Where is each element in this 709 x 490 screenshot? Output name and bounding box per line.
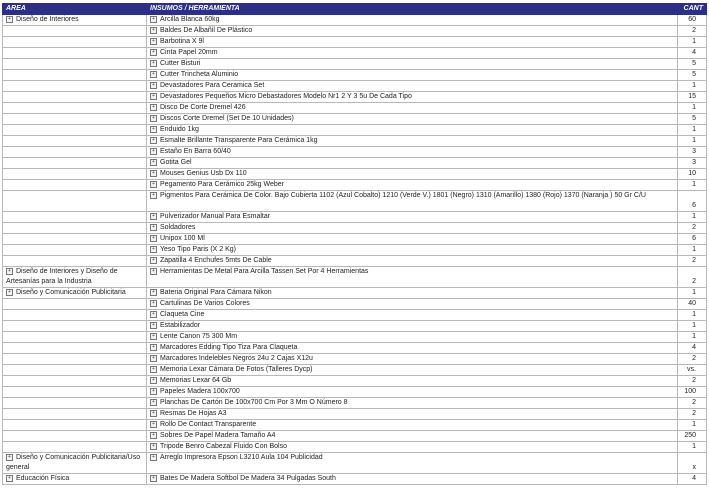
item-cell: [147, 136, 678, 147]
expand-icon[interactable]: +: [6, 268, 13, 275]
item-cell: [147, 70, 678, 81]
expand-icon[interactable]: +: [6, 454, 13, 461]
item-label: Estaño En Barra 60/40: [160, 148, 231, 155]
table-row: [3, 212, 707, 223]
item-cell: [147, 267, 678, 288]
item-label: Tripode Benro Cabezal Fluido Con Bolso: [160, 443, 287, 450]
item-cell: [147, 310, 678, 321]
item-label: Arreglo Impresora Epson L3210 Aula 104 Publicidad: [160, 454, 323, 461]
table-row: [3, 234, 707, 245]
expand-icon[interactable]: +: [150, 38, 157, 45]
item-label: Bateria Original Para Cámara Nikon: [160, 289, 272, 296]
item-cell: [147, 81, 678, 92]
table-row: [3, 267, 707, 288]
quantity-cell: 60: [678, 15, 707, 26]
header-row: [3, 4, 707, 15]
expand-icon[interactable]: +: [150, 300, 157, 307]
item-cell: [147, 59, 678, 70]
item-label: Cutter Bisturi: [160, 60, 201, 67]
item-label: Discos Corte Dremel (Set De 10 Unidades): [160, 115, 294, 122]
item-label: Barbotina X 9l: [160, 38, 204, 45]
item-label: Pegamento Para Cerámico 25kg Weber: [160, 181, 284, 188]
area-cell: [3, 212, 147, 223]
expand-icon[interactable]: +: [150, 192, 157, 199]
expand-icon[interactable]: +: [150, 181, 157, 188]
area-cell: [3, 136, 147, 147]
quantity-cell: 1: [678, 81, 707, 92]
item-cell: [147, 256, 678, 267]
expand-icon[interactable]: +: [150, 322, 157, 329]
item-cell: [147, 114, 678, 125]
expand-icon[interactable]: +: [150, 235, 157, 242]
item-cell: [147, 442, 678, 453]
area-cell: [3, 37, 147, 48]
item-cell: [147, 387, 678, 398]
quantity-cell: 2: [678, 223, 707, 234]
expand-icon[interactable]: +: [150, 126, 157, 133]
quantity-cell: 1: [678, 321, 707, 332]
expand-icon[interactable]: +: [150, 388, 157, 395]
item-cell: [147, 343, 678, 354]
item-cell: [147, 431, 678, 442]
expand-icon[interactable]: +: [150, 137, 157, 144]
table-row: [3, 223, 707, 234]
item-label: Cartulinas De Varios Colores: [160, 300, 250, 307]
item-cell: [147, 376, 678, 387]
item-cell: [147, 48, 678, 59]
item-cell: [147, 299, 678, 310]
quantity-cell: 4: [678, 48, 707, 59]
item-cell: [147, 354, 678, 365]
area-label: Diseño y Comunicación Publicitaria: [16, 289, 126, 296]
item-label: Marcadores Indelebles Negros 24u 2 Cajas X12u: [160, 355, 313, 362]
item-cell: [147, 365, 678, 376]
quantity-cell: 2: [678, 409, 707, 420]
expand-icon[interactable]: +: [6, 475, 13, 482]
header-insumos[interactable]: INSUMOS / HERRAMIENTA: [147, 4, 678, 15]
item-label: Papeles Madera 100x700: [160, 388, 240, 395]
expand-icon[interactable]: +: [150, 159, 157, 166]
area-cell: [3, 103, 147, 114]
area-cell: [3, 191, 147, 212]
expand-icon[interactable]: +: [150, 49, 157, 56]
table-row: [3, 158, 707, 169]
item-cell: [147, 234, 678, 245]
item-cell: [147, 125, 678, 136]
item-label: Memoria Lexar Cámara De Fotos (Talleres Dycp): [160, 366, 313, 373]
area-cell: [3, 59, 147, 70]
quantity-cell: 2: [678, 398, 707, 409]
table-row: [3, 256, 707, 267]
item-label: Rollo De Contact Transparente: [160, 421, 257, 428]
expand-icon[interactable]: +: [150, 475, 157, 482]
expand-icon[interactable]: +: [150, 355, 157, 362]
quantity-cell: 100: [678, 387, 707, 398]
expand-icon[interactable]: +: [150, 71, 157, 78]
table-row: [3, 398, 707, 409]
expand-icon[interactable]: +: [150, 399, 157, 406]
item-label: Soldadores: [160, 224, 196, 231]
table-row: [3, 245, 707, 256]
expand-icon[interactable]: +: [150, 246, 157, 253]
item-label: Marcadores Edding Tipo Tiza Para Claqueta: [160, 344, 298, 351]
area-cell: [3, 26, 147, 37]
quantity-cell: 15: [678, 92, 707, 103]
item-cell: [147, 288, 678, 299]
quantity-cell: 40: [678, 299, 707, 310]
item-label: Yeso Tipo Paris (X 2 Kg): [160, 246, 237, 253]
expand-icon[interactable]: +: [150, 148, 157, 155]
quantity-cell: 1: [678, 180, 707, 191]
quantity-cell: 1: [678, 125, 707, 136]
item-cell: [147, 420, 678, 431]
area-cell: [3, 288, 147, 299]
area-cell: [3, 158, 147, 169]
table-row: [3, 474, 707, 485]
expand-icon[interactable]: +: [6, 16, 13, 23]
item-cell: [147, 26, 678, 37]
table-row: [3, 343, 707, 354]
item-cell: [147, 223, 678, 234]
area-cell: [3, 15, 147, 26]
item-cell: [147, 180, 678, 191]
table-row: [3, 453, 707, 474]
area-cell: [3, 474, 147, 485]
item-label: Claqueta Cine: [160, 311, 205, 318]
table-body: [3, 15, 707, 485]
quantity-cell: 6: [678, 191, 707, 212]
item-label: Mouses Genius Usb Dx 110: [160, 170, 247, 177]
table-row: [3, 147, 707, 158]
area-cell: [3, 92, 147, 103]
quantity-cell: 2: [678, 26, 707, 37]
expand-icon[interactable]: +: [150, 224, 157, 231]
area-cell: [3, 180, 147, 191]
item-cell: [147, 409, 678, 420]
area-cell: [3, 409, 147, 420]
item-cell: [147, 92, 678, 103]
item-label: Cutter Trincheta Aluminio: [160, 71, 239, 78]
quantity-cell: vs.: [678, 365, 707, 376]
item-cell: [147, 103, 678, 114]
expand-icon[interactable]: +: [150, 377, 157, 384]
item-label: Zapatilla 4 Enchufes 5mts De Cable: [160, 257, 272, 264]
item-label: Herramientas De Metal Para Arcilla Tassen Set Por 4 Herramientas: [160, 268, 369, 275]
quantity-cell: 1: [678, 245, 707, 256]
table-row: [3, 387, 707, 398]
expand-icon[interactable]: +: [150, 115, 157, 122]
item-cell: [147, 321, 678, 332]
item-cell: [147, 474, 678, 485]
quantity-cell: 1: [678, 310, 707, 321]
quantity-cell: 3: [678, 158, 707, 169]
item-label: Esmalte Brillante Transparente Para Cerámica 1kg: [160, 137, 318, 144]
quantity-cell: 1: [678, 37, 707, 48]
expand-icon[interactable]: +: [150, 82, 157, 89]
area-cell: [3, 453, 147, 474]
expand-icon[interactable]: +: [150, 421, 157, 428]
quantity-cell: 3: [678, 147, 707, 158]
item-label: Lente Canon 75 300 Mm: [160, 333, 238, 340]
area-cell: [3, 147, 147, 158]
item-label: Gotita Gel: [160, 159, 192, 166]
area-cell: [3, 321, 147, 332]
item-cell: [147, 147, 678, 158]
expand-icon[interactable]: +: [150, 27, 157, 34]
item-cell: [147, 453, 678, 474]
expand-icon[interactable]: +: [150, 410, 157, 417]
quantity-cell: x: [678, 453, 707, 474]
table-row: [3, 136, 707, 147]
header-area[interactable]: AREA: [3, 4, 147, 15]
table-row: [3, 332, 707, 343]
expand-icon[interactable]: +: [150, 16, 157, 23]
item-cell: [147, 398, 678, 409]
table-row: [3, 431, 707, 442]
table-row: [3, 420, 707, 431]
table-row: [3, 59, 707, 70]
expand-icon[interactable]: +: [150, 257, 157, 264]
area-cell: [3, 365, 147, 376]
quantity-cell: 10: [678, 169, 707, 180]
table-row: [3, 125, 707, 136]
expand-icon[interactable]: +: [150, 311, 157, 318]
area-cell: [3, 81, 147, 92]
quantity-cell: 4: [678, 474, 707, 485]
expand-icon[interactable]: +: [150, 268, 157, 275]
area-label: Diseño de Interiores y Diseño de Artesanías para la Industria: [6, 268, 118, 285]
item-cell: [147, 169, 678, 180]
item-label: Bates De Madera Softbol De Madera 34 Pulgadas South: [160, 475, 336, 482]
expand-icon[interactable]: +: [150, 289, 157, 296]
supplies-table: [2, 3, 707, 485]
area-cell: [3, 169, 147, 180]
area-label: Diseño y Comunicación Publicitaria/Uso general: [6, 454, 141, 471]
item-label: Enduido 1kg: [160, 126, 199, 133]
expand-icon[interactable]: +: [150, 432, 157, 439]
table-row: [3, 114, 707, 125]
header-cant[interactable]: CANT: [678, 4, 707, 15]
table-row: [3, 354, 707, 365]
quantity-cell: 1: [678, 288, 707, 299]
item-label: Disco De Corte Dremel 426: [160, 104, 246, 111]
expand-icon[interactable]: +: [150, 443, 157, 450]
area-cell: [3, 387, 147, 398]
quantity-cell: 1: [678, 420, 707, 431]
quantity-cell: 1: [678, 136, 707, 147]
item-label: Cinta Papel 20mm: [160, 49, 218, 56]
table-row: [3, 81, 707, 92]
quantity-cell: 5: [678, 70, 707, 81]
area-cell: [3, 343, 147, 354]
area-cell: [3, 420, 147, 431]
item-cell: [147, 37, 678, 48]
table-row: [3, 180, 707, 191]
quantity-cell: 2: [678, 354, 707, 365]
area-label: Educación Física: [16, 475, 70, 482]
table-row: [3, 37, 707, 48]
item-label: Resmas De Hojas A3: [160, 410, 227, 417]
expand-icon[interactable]: +: [150, 170, 157, 177]
area-cell: [3, 245, 147, 256]
quantity-cell: 1: [678, 332, 707, 343]
area-cell: [3, 431, 147, 442]
quantity-cell: 2: [678, 267, 707, 288]
area-cell: [3, 125, 147, 136]
expand-icon[interactable]: +: [150, 93, 157, 100]
item-cell: [147, 212, 678, 223]
table-row: [3, 48, 707, 59]
table-row: [3, 15, 707, 26]
table-row: [3, 376, 707, 387]
item-label: Planchas De Cartón De 100x700 Cm Por 3 Mm O Número 8: [160, 399, 348, 406]
item-label: Pigmentos Para Cerámica De Color. Bajo Cubierta 1102 (Azul Cobalto) 1210 (Verde V.) 1801 (Negro) 1310 (Amarillo) 1380 (Rojo) 1370 (Naranja ) 50 Gr C/U: [160, 192, 646, 199]
item-label: Memorias Lexar 64 Gb: [160, 377, 232, 384]
item-label: Pulverizador Manual Para Esmaltar: [160, 213, 271, 220]
area-cell: [3, 267, 147, 288]
area-cell: [3, 398, 147, 409]
area-label: Diseño de Interiores: [16, 16, 79, 23]
area-cell: [3, 70, 147, 81]
item-cell: [147, 158, 678, 169]
table-row: [3, 169, 707, 180]
quantity-cell: 4: [678, 343, 707, 354]
table-row: [3, 103, 707, 114]
expand-icon[interactable]: +: [6, 289, 13, 296]
expand-icon[interactable]: +: [150, 213, 157, 220]
quantity-cell: 6: [678, 234, 707, 245]
item-cell: [147, 191, 678, 212]
item-label: Devastadores Pequeños Micro Debastadores Modelo Nr1 2 Y 3 5u De Cada Tipo: [160, 93, 412, 100]
area-cell: [3, 299, 147, 310]
quantity-cell: 2: [678, 256, 707, 267]
expand-icon[interactable]: +: [150, 454, 157, 461]
item-cell: [147, 15, 678, 26]
item-label: Unipox 100 Ml: [160, 235, 205, 242]
expand-icon[interactable]: +: [150, 104, 157, 111]
expand-icon[interactable]: +: [150, 366, 157, 373]
table-row: [3, 70, 707, 81]
table-row: [3, 321, 707, 332]
table-row: [3, 299, 707, 310]
area-cell: [3, 223, 147, 234]
quantity-cell: 5: [678, 59, 707, 70]
quantity-cell: 2: [678, 376, 707, 387]
area-cell: [3, 310, 147, 321]
table-row: [3, 191, 707, 212]
item-cell: [147, 332, 678, 343]
area-cell: [3, 442, 147, 453]
table-row: [3, 442, 707, 453]
area-cell: [3, 48, 147, 59]
quantity-cell: 1: [678, 103, 707, 114]
area-cell: [3, 376, 147, 387]
quantity-cell: 250: [678, 431, 707, 442]
table-row: [3, 26, 707, 37]
expand-icon[interactable]: +: [150, 60, 157, 67]
item-cell: [147, 245, 678, 256]
area-cell: [3, 256, 147, 267]
table-row: [3, 409, 707, 420]
table-row: [3, 288, 707, 299]
quantity-cell: 5: [678, 114, 707, 125]
table-row: [3, 365, 707, 376]
item-label: Arcilla Blanca 60kg: [160, 16, 220, 23]
table-row: [3, 92, 707, 103]
area-cell: [3, 354, 147, 365]
quantity-cell: 1: [678, 442, 707, 453]
table-row: [3, 310, 707, 321]
area-cell: [3, 332, 147, 343]
expand-icon[interactable]: +: [150, 344, 157, 351]
area-cell: [3, 114, 147, 125]
item-label: Baldes De Albañil De Plástico: [160, 27, 253, 34]
quantity-cell: 1: [678, 212, 707, 223]
area-cell: [3, 234, 147, 245]
item-label: Sobres De Papel Madera Tamaño A4: [160, 432, 276, 439]
expand-icon[interactable]: +: [150, 333, 157, 340]
item-label: Estabilizador: [160, 322, 201, 329]
item-label: Devastadores Para Ceramica Set: [160, 82, 265, 89]
